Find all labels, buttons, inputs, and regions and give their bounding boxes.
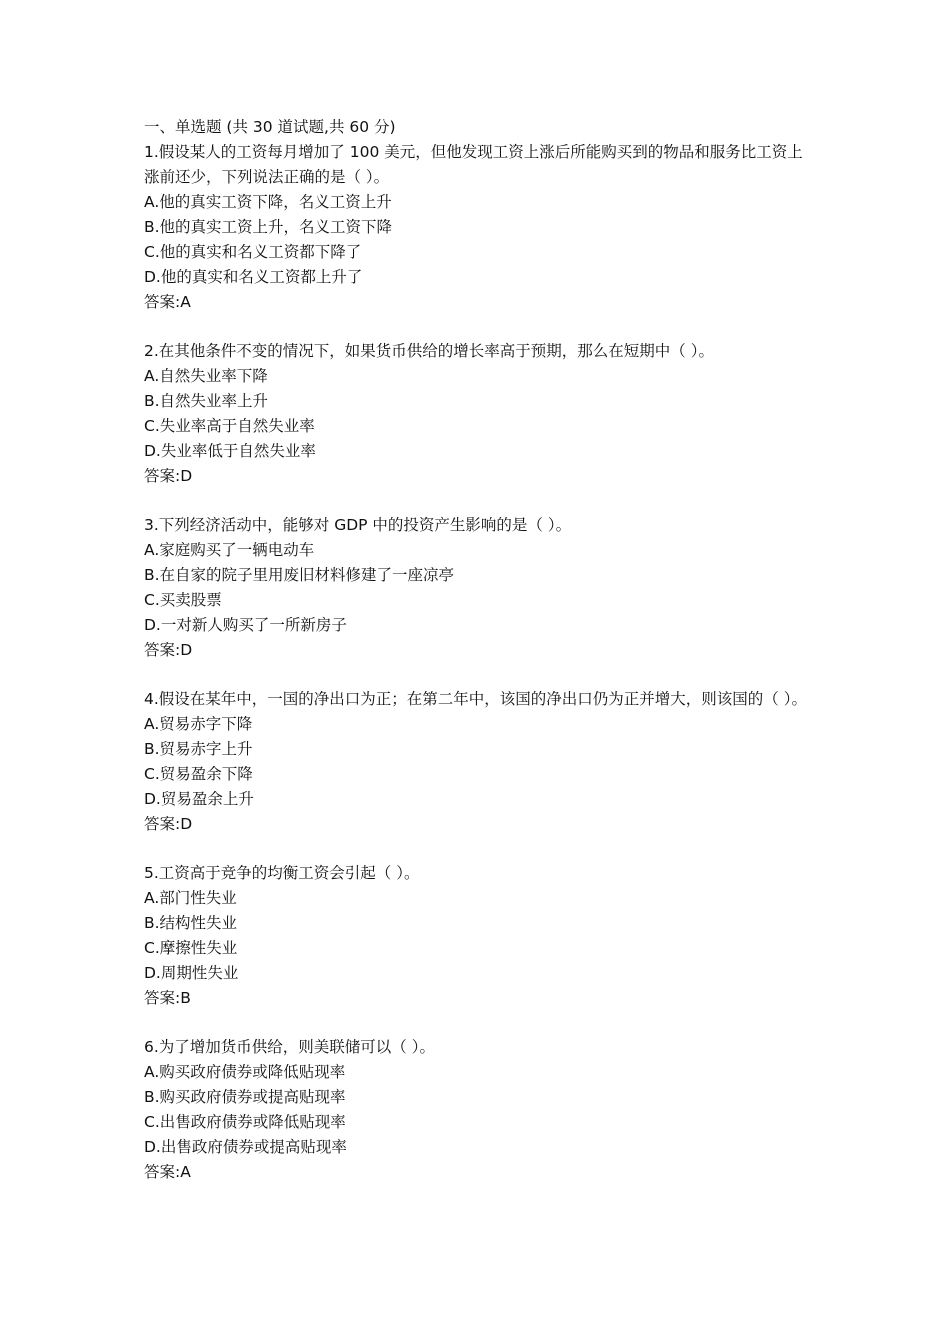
option-d: D.一对新人购买了一所新房子 <box>144 616 347 634</box>
option-d: D.周期性失业 <box>144 964 239 982</box>
option-b: B.结构性失业 <box>144 914 238 932</box>
answer: 答案:D <box>144 641 193 659</box>
answer: 答案:A <box>144 293 191 311</box>
question-stem: 2.在其他条件不变的情况下，如果货币供给的增长率高于预期，那么在短期中（ ）。 <box>144 342 714 360</box>
option-c: C.买卖股票 <box>144 591 222 609</box>
option-c: C.贸易盈余下降 <box>144 765 253 783</box>
question-6 <box>144 1035 812 1185</box>
option-b: B.在自家的院子里用废旧材料修建了一座凉亭 <box>144 566 455 584</box>
option-d: D.出售政府债券或提高贴现率 <box>144 1138 347 1156</box>
option-d: D.贸易盈余上升 <box>144 790 254 808</box>
section-header: 一、单选题 (共 30 道试题,共 60 分) <box>144 118 396 136</box>
option-b: B.他的真实工资上升，名义工资下降 <box>144 218 393 236</box>
question-stem: 5.工资高于竞争的均衡工资会引起（ ）。 <box>144 864 420 882</box>
option-c: C.失业率高于自然失业率 <box>144 417 315 435</box>
answer: 答案:A <box>144 1163 191 1181</box>
question-stem: 1.假设某人的工资每月增加了 100 美元，但他发现工资上涨后所能购买到的物品和服务比工资上涨前还少，下列说法正确的是（ ）。 <box>144 143 803 186</box>
question-stem: 4.假设在某年中，一国的净出口为正；在第二年中，该国的净出口仍为正并增大，则该国的（ ）。 <box>144 690 807 708</box>
option-c: C.摩擦性失业 <box>144 939 238 957</box>
option-b: B.自然失业率上升 <box>144 392 269 410</box>
answer: 答案:B <box>144 989 191 1007</box>
option-c: C.出售政府债券或降低贴现率 <box>144 1113 346 1131</box>
answer: 答案:D <box>144 467 193 485</box>
question-2 <box>144 339 812 489</box>
option-a: A.他的真实工资下降，名义工资上升 <box>144 193 392 211</box>
question-stem: 3.下列经济活动中，能够对 GDP 中的投资产生影响的是（ ）。 <box>144 516 572 534</box>
option-a: A.购买政府债券或降低贴现率 <box>144 1063 346 1081</box>
option-a: A.部门性失业 <box>144 889 237 907</box>
question-4 <box>144 687 812 837</box>
option-a: A.贸易赤字下降 <box>144 715 253 733</box>
option-a: A.家庭购买了一辆电动车 <box>144 541 315 559</box>
option-a: A.自然失业率下降 <box>144 367 268 385</box>
question-1 <box>144 140 812 315</box>
option-c: C.他的真实和名义工资都下降了 <box>144 243 362 261</box>
question-stem: 6.为了增加货币供给，则美联储可以（ ）。 <box>144 1038 435 1056</box>
document-content <box>144 115 812 1209</box>
option-d: D.他的真实和名义工资都上升了 <box>144 268 363 286</box>
option-b: B.贸易赤字上升 <box>144 740 253 758</box>
question-5 <box>144 861 812 1011</box>
option-b: B.购买政府债券或提高贴现率 <box>144 1088 346 1106</box>
answer: 答案:D <box>144 815 193 833</box>
option-d: D.失业率低于自然失业率 <box>144 442 316 460</box>
question-3 <box>144 513 812 663</box>
